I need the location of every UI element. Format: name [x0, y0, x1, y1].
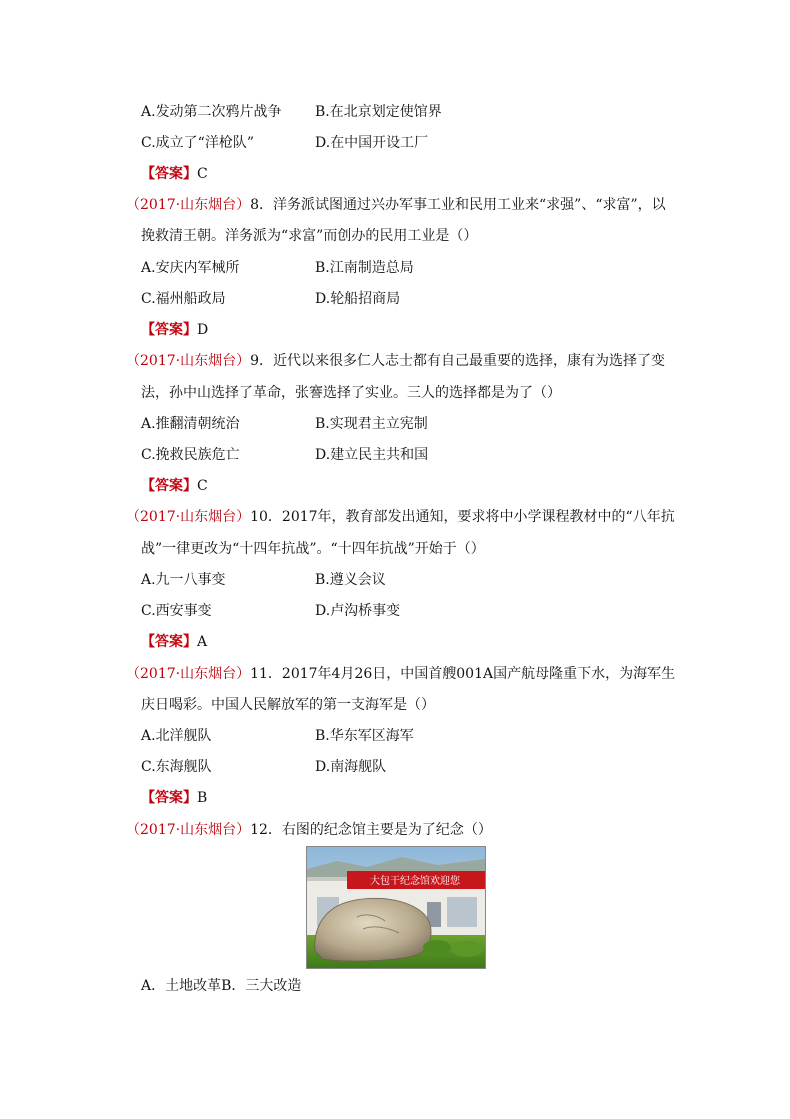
q8-option-b: B.江南制造总局	[315, 260, 414, 276]
q7-option-d: D.在中国开设工厂	[315, 135, 429, 151]
q8-stem-line2: 挽救清王朝。洋务派为“求富”而创办的民用工业是（）	[141, 228, 478, 244]
banner-text: 大包干纪念馆欢迎您	[370, 876, 460, 887]
q11-stem-line2: 庆日喝彩。中国人民解放军的第一支海军是（）	[141, 697, 435, 713]
q8-option-d: D.轮船招商局	[315, 291, 401, 307]
memorial-hall-photo	[306, 846, 486, 969]
q10-answer: 【答案】A	[141, 634, 208, 650]
q11-answer: 【答案】B	[141, 790, 208, 806]
q7-option-c: C.成立了“洋枪队”	[141, 135, 254, 151]
q11-option-c: C.东海舰队	[141, 759, 212, 775]
q8-stem-line1: （2017·山东烟台）8．洋务派试图通过兴办军事工业和民用工业来“求强”、“求富”，以	[126, 197, 666, 213]
q10-option-a: A.九一八事变	[141, 572, 226, 588]
q9-option-c: C.挽救民族危亡	[141, 447, 240, 463]
q9-answer: 【答案】C	[141, 478, 208, 494]
q7-option-b: B.在北京划定使馆界	[315, 104, 442, 120]
q10-stem-line2: 战”一律更改为“十四年抗战”。“十四年抗战”开始于（）	[141, 541, 485, 557]
q10-stem-line1: （2017·山东烟台）10．2017年，教育部发出通知，要求将中小学课程教材中的“八年抗	[126, 509, 675, 525]
q9-stem-line2: 法，孙中山选择了革命，张謇选择了实业。三人的选择都是为了（）	[141, 385, 561, 401]
q9-option-b: B.实现君主立宪制	[315, 416, 428, 432]
q11-option-d: D.南海舰队	[315, 759, 387, 775]
q8-option-c: C.福州船政局	[141, 291, 226, 307]
q8-answer: 【答案】D	[141, 322, 209, 338]
q12-options-line: A．土地改革B．三大改造	[141, 978, 302, 994]
q11-stem-line1: （2017·山东烟台）11．2017年4月26日，中国首艘001A国产航母隆重下水，为海军生	[126, 666, 676, 682]
q11-option-a: A.北洋舰队	[141, 728, 212, 744]
q11-option-b: B.华东军区海军	[315, 728, 414, 744]
q10-option-c: C.西安事变	[141, 603, 212, 619]
q9-option-d: D.建立民主共和国	[315, 447, 429, 463]
q7-option-a: A.发动第二次鸦片战争	[141, 104, 282, 120]
q9-option-a: A.推翻清朝统治	[141, 416, 240, 432]
q12-stem-line1: （2017·山东烟台）12．右图的纪念馆主要是为了纪念（）	[126, 822, 492, 838]
q10-option-d: D.卢沟桥事变	[315, 603, 401, 619]
q9-stem-line1: （2017·山东烟台）9．近代以来很多仁人志士都有自己最重要的选择，康有为选择了变	[126, 353, 665, 369]
q7-answer: 【答案】C	[141, 166, 208, 182]
q8-option-a: A.安庆内军械所	[141, 260, 240, 276]
q10-option-b: B.遵义会议	[315, 572, 386, 588]
